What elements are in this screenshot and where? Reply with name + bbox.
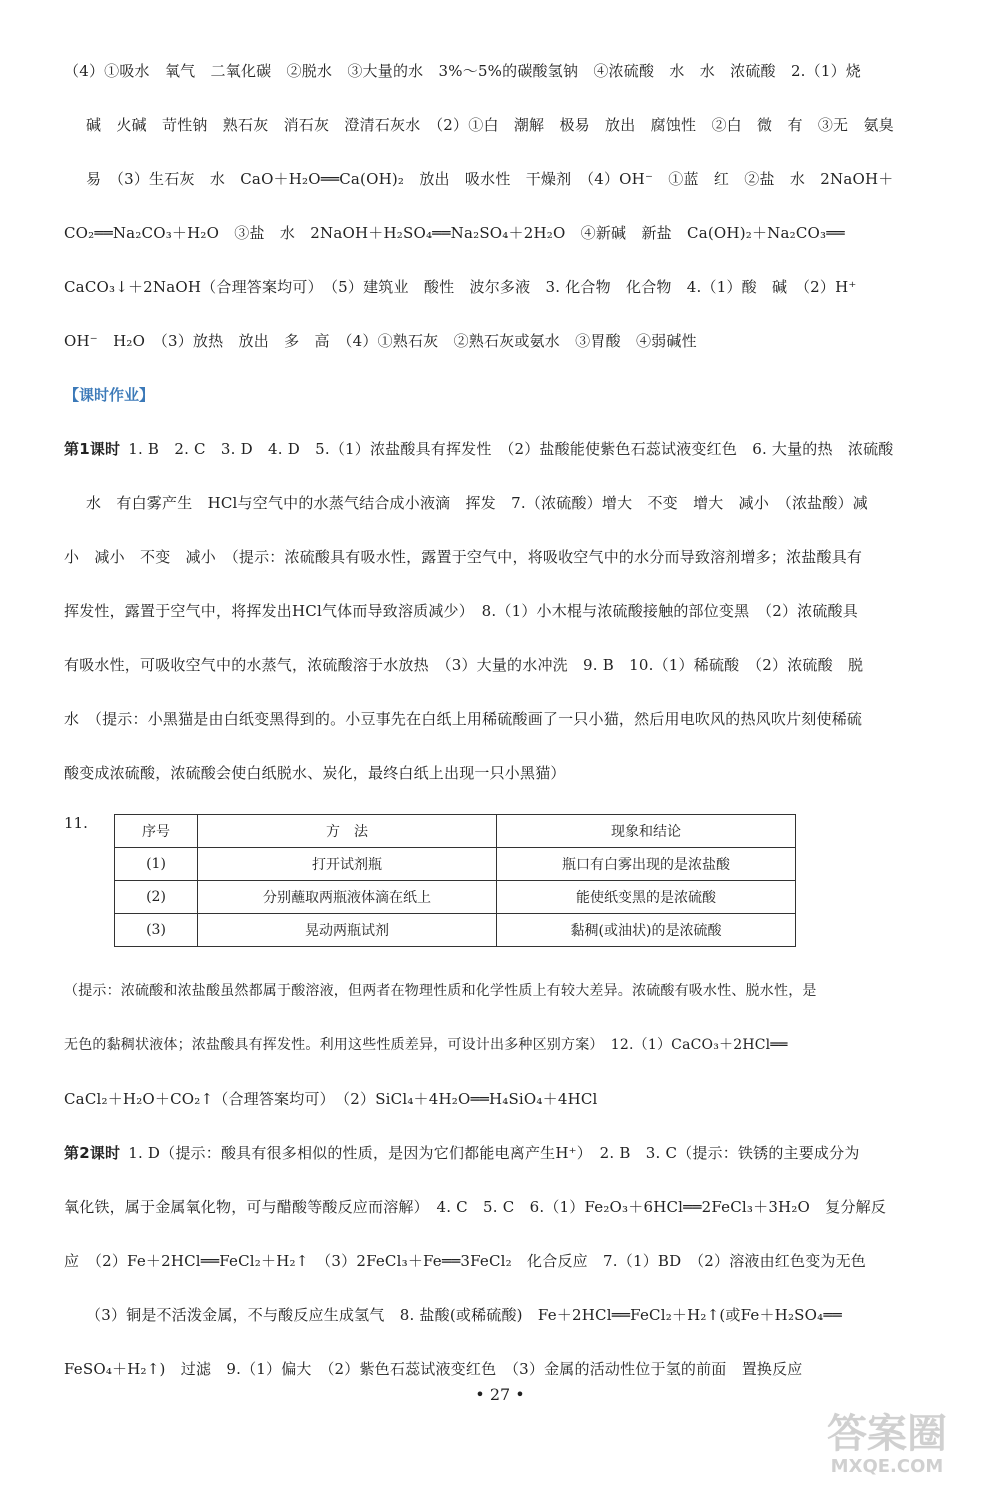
table-row	[115, 881, 796, 914]
page-number: • 27 •	[475, 1385, 525, 1404]
table-cell: (3)	[115, 914, 198, 947]
lesson1-line-1	[64, 436, 954, 462]
after-table-line-2: 无色的黏稠状液体；浓盐酸具有挥发性。利用这些性质差异，可设计出多种区别方案） 12.（1）CaCO₃＋2HCl══	[64, 1037, 788, 1053]
after-table-line-3: CaCl₂＋H₂O＋CO₂↑（合理答案均可） （2）SiCl₄＋4H₂O══H₄SiO₄＋4HCl	[64, 1090, 598, 1108]
lesson1-line-4: 挥发性，露置于空气中，将挥发出HCl气体而导致溶质减少） 8.（1）小木棍与浓硫酸接触的部位变黑 （2）浓硫酸具	[64, 602, 858, 620]
after-table-line-1: （提示：浓硫酸和浓盐酸虽然都属于酸溶液，但两者在物理性质和化学性质上有较大差异。浓硫酸有吸水性、脱水性，是	[64, 983, 817, 999]
table-cell: 瓶口有白雾出现的是浓盐酸	[497, 848, 796, 881]
section-heading: 【课时作业】	[64, 386, 155, 404]
text-line-2: 碱 火碱 苛性钠 熟石灰 消石灰 澄清石灰水 （2）①白 潮解 极易 放出 腐蚀性 ②白 微 有 ③无 氨臭	[86, 116, 894, 134]
table-cell: 打开试剂瓶	[198, 848, 497, 881]
table-cell: 能使纸变黑的是浓硫酸	[497, 881, 796, 914]
text-line-4: CO₂══Na₂CO₃＋H₂O ③盐 水 2NaOH＋H₂SO₄══Na₂SO₄＋2H₂O ④新碱 新盐 Ca(OH)₂＋Na₂CO₃══	[64, 224, 845, 242]
table-cell: (1)	[115, 848, 198, 881]
answer-table	[114, 814, 796, 947]
lesson1-title: 第1课时	[64, 440, 121, 458]
lesson1-line-2: 水 有白雾产生 HCl与空气中的水蒸气结合成小液滴 挥发 7.（浓硫酸）增大 不变 增大 减小 （浓盐酸）减	[86, 494, 868, 512]
text-line-6: OH⁻ H₂O （3）放热 放出 多 高 （4）①熟石灰 ②熟石灰或氨水 ③胃酸 ④弱碱性	[64, 332, 697, 350]
lesson1-text-1: 1. B 2. C 3. D 4. D 5.（1）浓盐酸具有挥发性 （2）盐酸能使紫色石蕊试液变红色 6. 大量的热 浓硫酸	[128, 440, 894, 458]
lesson2-line-3: 应 （2）Fe＋2HCl══FeCl₂＋H₂↑ （3）2FeCl₃＋Fe══3FeCl₂ 化合反应 7.（1）BD （2）溶液由红色变为无色	[64, 1252, 866, 1270]
lesson1-line-3: 小 减小 不变 减小 （提示：浓硫酸具有吸水性，露置于空气中，将吸收空气中的水分而导致溶剂增多；浓盐酸具有	[64, 548, 863, 566]
text-line-1: （4）①吸水 氧气 二氧化碳 ②脱水 ③大量的水 3%～5%的碳酸氢钠 ④浓硫酸 水 水 浓硫酸 2.（1）烧	[64, 62, 861, 80]
watermark-logo	[792, 1412, 982, 1482]
table-row	[115, 848, 796, 881]
table-row	[115, 914, 796, 947]
table-header-result: 现象和结论	[497, 815, 796, 848]
text-line-3: 易 （3）生石灰 水 CaO＋H₂O══Ca(OH)₂ 放出 吸水性 干燥剂 （4）OH⁻ ①蓝 红 ②盐 水 2NaOH＋	[86, 170, 894, 188]
lesson2-line-5: FeSO₄＋H₂↑) 过滤 9.（1）偏大 （2）紫色石蕊试液变红色 （3）金属的活动性位于氢的前面 置换反应	[64, 1360, 803, 1378]
table-cell: 晃动两瓶试剂	[198, 914, 497, 947]
table-cell: (2)	[115, 881, 198, 914]
lesson2-title: 第2课时	[64, 1144, 121, 1162]
table-header-index: 序号	[115, 815, 198, 848]
table-header-row	[115, 815, 796, 848]
table-question-number: 11.	[64, 814, 88, 832]
watermark-bottom-text: MXQE.COM	[830, 1456, 944, 1477]
lesson1-line-6: 水 （提示：小黑猫是由白纸变黑得到的。小豆事先在白纸上用稀硫酸画了一只小猫，然后用电吹风的热风吹片刻使稀硫	[64, 710, 863, 728]
table-header-method: 方 法	[198, 815, 497, 848]
answer-table-block	[64, 814, 954, 956]
lesson1-line-5: 有吸水性，可吸收空气中的水蒸气，浓硫酸溶于水放热 （3）大量的水冲洗 9. B 10.（1）稀硫酸 （2）浓硫酸 脱	[64, 656, 864, 674]
text-line-5: CaCO₃↓＋2NaOH（合理答案均可） （5）建筑业 酸性 波尔多液 3. 化合物 化合物 4.（1）酸 碱 （2）H⁺	[64, 278, 857, 296]
table-cell: 分别蘸取两瓶液体滴在纸上	[198, 881, 497, 914]
lesson2-line-4: （3）铜是不活泼金属，不与酸反应生成氢气 8. 盐酸(或稀硫酸) Fe＋2HCl══FeCl₂＋H₂↑(或Fe＋H₂SO₄══	[86, 1306, 842, 1324]
lesson1-line-7: 酸变成浓硫酸，浓硫酸会使白纸脱水、炭化，最终白纸上出现一只小黑猫）	[64, 764, 566, 782]
lesson2-line-1	[64, 1140, 954, 1166]
watermark-top-text: 答案圈	[827, 1411, 947, 1457]
lesson2-text-1: 1. D（提示：酸具有很多相似的性质，是因为它们都能电离产生H⁺） 2. B 3. C（提示：铁锈的主要成分为	[128, 1144, 860, 1162]
answer-page	[64, 58, 954, 1410]
table-cell: 黏稠(或油状)的是浓硫酸	[497, 914, 796, 947]
lesson2-line-2: 氧化铁，属于金属氧化物，可与醋酸等酸反应而溶解） 4. C 5. C 6.（1）Fe₂O₃＋6HCl══2FeCl₃＋3H₂O 复分解反	[64, 1198, 887, 1216]
